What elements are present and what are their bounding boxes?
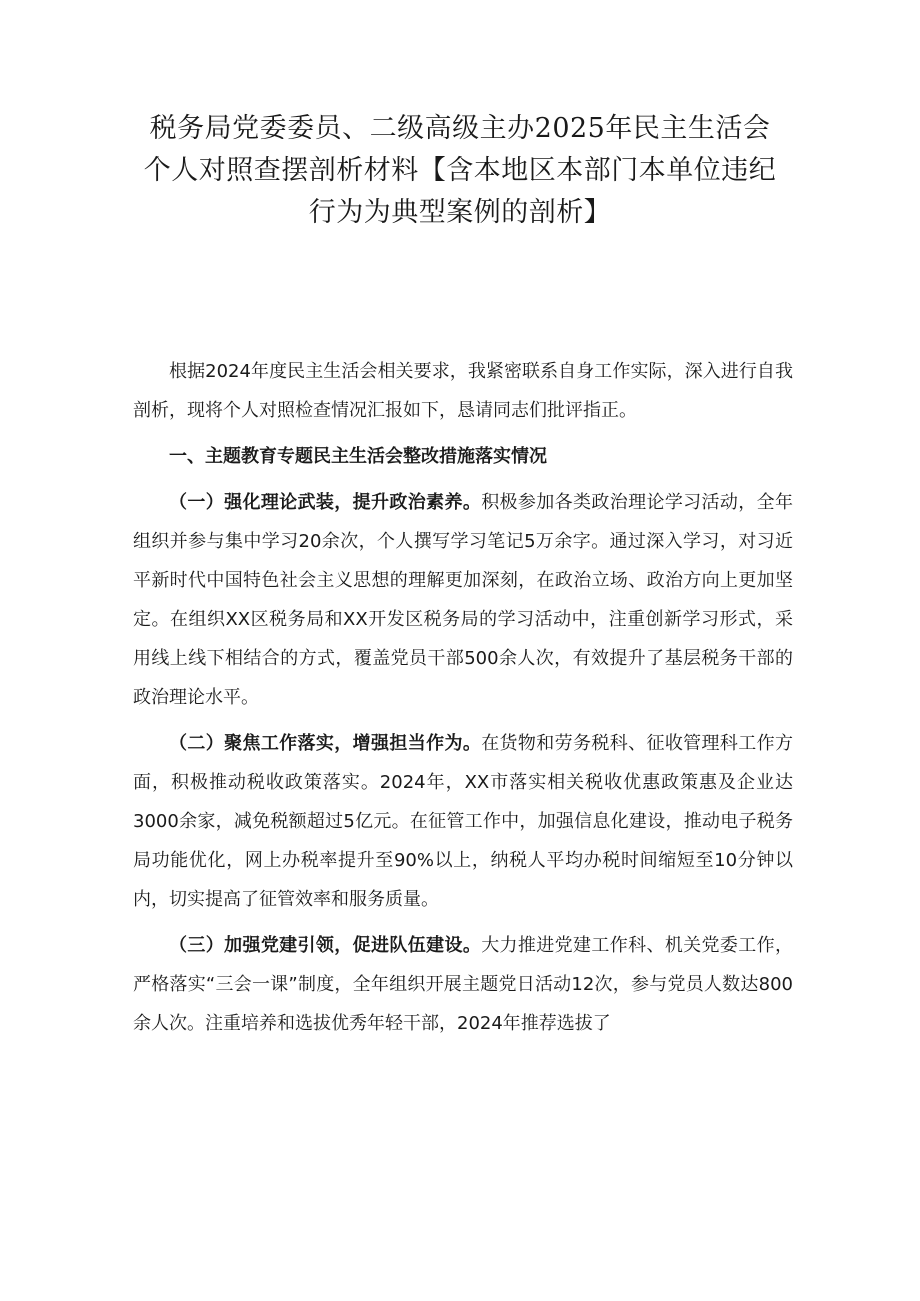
document-body (133, 352, 793, 1043)
item-text-2: 在货物和劳务税科、征收管理科工作方面，积极推动税收政策落实。2024年，XX市落实相关税收优惠政策惠及企业达3000余家，减免税额超过5亿元。在征管工作中，加强信息化建设，推动电子税务局功能优化，网上办税率提升至90%以上，纳税人平均办税时间缩短至10分钟以内，切实提高了征管效率和服务质量。 (133, 733, 794, 910)
title-line-1: 税务局党委委员、二级高级主办2025年民主生活会 (149, 113, 771, 144)
title-line-3: 行为为典型案例的剖析】 (308, 197, 612, 228)
section-heading: 一、主题教育专题民主生活会整改措施落实情况 (169, 446, 547, 467)
item-paragraph-2 (133, 724, 793, 919)
item-lead-3: （三）加强党建引领，促进队伍建设。 (169, 935, 482, 956)
item-paragraph-3 (133, 926, 793, 1043)
title-line-2: 个人对照查摆剖析材料【含本地区本部门本单位违纪 (143, 155, 777, 186)
item-text-1: 积极参加各类政治理论学习活动，全年组织并参与集中学习20余次，个人撰写学习笔记5万余字。通过深入学习，对习近平新时代中国特色社会主义思想的理解更加深刻，在政治立场、政治方向上更加坚定。在组织XX区税务局和XX开发区税务局的学习活动中，注重创新学习形式，采用线上线下相结合的方式，覆盖党员干部500余人次，有效提升了基层税务干部的政治理论水平。 (133, 492, 794, 708)
document-title (90, 108, 830, 234)
item-paragraph-1 (133, 483, 793, 717)
item-text-3: 大力推进党建工作科、机关党委工作，严格落实“三会一课”制度，全年组织开展主题党日活动12次，参与党员人数达800余人次。注重培养和选拔优秀年轻干部，2024年推荐选拔了 (133, 935, 794, 1034)
intro-paragraph: 根据2024年度民主生活会相关要求，我紧密联系自身工作实际，深入进行自我剖析，现将个人对照检查情况汇报如下，恳请同志们批评指正。 (133, 361, 793, 421)
item-lead-2: （二）聚焦工作落实，增强担当作为。 (169, 733, 482, 754)
item-lead-1: （一）强化理论武装，提升政治素养。 (169, 492, 482, 513)
